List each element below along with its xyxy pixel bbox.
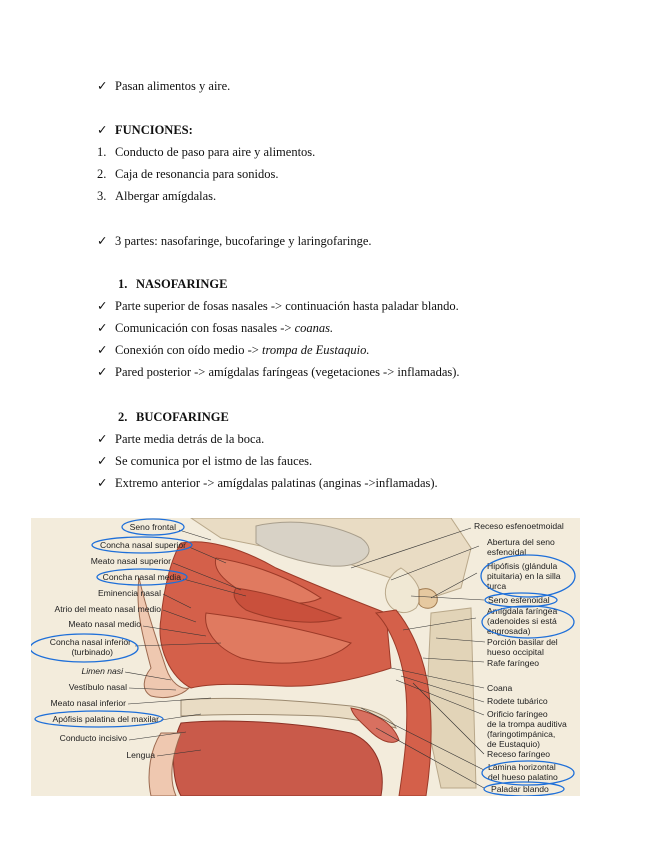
item-number: 2. xyxy=(97,167,107,181)
label-vestibulo-nasal: Vestíbulo nasal xyxy=(68,682,127,692)
item-emphasis: coanas. xyxy=(294,321,334,335)
item-text: Conducto de paso para aire y alimentos. xyxy=(115,145,316,159)
label-rodete-tubarico: Rodete tubárico xyxy=(487,696,548,706)
check-icon: ✓ xyxy=(97,79,108,93)
label-meato-nasal-inferior: Meato nasal inferior xyxy=(50,698,126,708)
label-concha-nasal-media: Concha nasal media xyxy=(102,572,181,582)
check-icon: ✓ xyxy=(97,432,108,446)
item-text: 3 partes: nasofaringe, bucofaringe y laringofaringe. xyxy=(115,234,372,248)
label-eustaquio: de Eustaquio) xyxy=(487,739,541,749)
check-icon: ✓ xyxy=(97,476,108,490)
label-meato-nasal-superior: Meato nasal superior xyxy=(90,556,171,566)
check-icon: ✓ xyxy=(97,343,108,357)
label-seno-esfenoidal: Seno esfenoidal xyxy=(488,595,550,605)
label-meato-nasal-medio: Meato nasal medio xyxy=(68,619,141,629)
item-text: Caja de resonancia para sonidos. xyxy=(115,167,279,181)
label-abertura-seno: Abertura del seno xyxy=(487,537,555,547)
label-hueso-palatino: del hueso palatino xyxy=(488,772,558,782)
label-turca: turca xyxy=(487,581,507,591)
label-conducto-incisivo: Conducto incisivo xyxy=(59,733,127,743)
check-icon: ✓ xyxy=(97,321,108,335)
label-coana: Coana xyxy=(487,683,513,693)
pituitary-gland xyxy=(419,589,437,609)
item-text: Pasan alimentos y aire. xyxy=(115,79,231,93)
item-number: 3. xyxy=(97,189,107,203)
label-turbinado: (turbinado) xyxy=(71,647,113,657)
item-number: 1. xyxy=(97,145,107,159)
check-icon: ✓ xyxy=(97,365,108,379)
label-concha-nasal-superior: Concha nasal superior xyxy=(100,540,186,550)
label-orificio-faringeo: Orificio faríngeo xyxy=(487,709,548,719)
check-icon: ✓ xyxy=(97,234,108,248)
label-adenoides: (adenoides si está xyxy=(487,616,557,626)
label-concha-nasal-inferior: Concha nasal inferior xyxy=(49,637,131,647)
label-seno-frontal: Seno frontal xyxy=(129,522,176,532)
heading-text: NASOFARINGE xyxy=(136,277,228,291)
item-emphasis: trompa de Eustaquio. xyxy=(261,343,370,357)
label-faringotimpanica: (faringotimpánica, xyxy=(487,729,556,739)
label-receso-faringeo: Receso faríngeo xyxy=(487,749,551,759)
nasal-cavity-illustration xyxy=(31,518,580,796)
label-trompa-auditiva: de la trompa auditiva xyxy=(487,719,567,729)
item-text: Comunicación con fosas nasales -> xyxy=(115,321,295,335)
check-icon: ✓ xyxy=(97,123,108,137)
heading-number: 1. xyxy=(118,277,128,291)
label-pituitaria: pituitaria) en la silla xyxy=(487,571,561,581)
label-limen-nasi: Limen nasi xyxy=(81,666,123,676)
label-amigdala-faringea: Amígdala faríngea xyxy=(487,606,558,616)
label-engrosada: engrosada) xyxy=(487,626,531,636)
label-paladar-blando: Paladar blando xyxy=(491,784,549,794)
item-text: Pared posterior -> amígdalas faríngeas (vegetaciones -> inflamadas). xyxy=(115,365,460,379)
item-text: Conexión con oído medio -> xyxy=(115,343,262,357)
item-text: Parte media detrás de la boca. xyxy=(115,432,265,446)
item-text: Extremo anterior -> amígdalas palatinas (anginas ->inflamadas). xyxy=(115,476,438,490)
label-hueso-occipital: hueso occipital xyxy=(487,647,544,657)
check-icon: ✓ xyxy=(97,299,108,313)
heading-number: 2. xyxy=(118,410,128,424)
label-receso-esfenoetmoidal: Receso esfenoetmoidal xyxy=(474,521,564,531)
label-eminencia-nasal: Eminencia nasal xyxy=(97,588,161,598)
label-lengua: Lengua xyxy=(126,750,155,760)
check-icon: ✓ xyxy=(97,454,108,468)
item-text: Albergar amígdalas. xyxy=(115,189,217,203)
heading-text: BUCOFARINGE xyxy=(136,410,229,424)
item-text: Parte superior de fosas nasales -> continuación hasta paladar blando. xyxy=(115,299,459,313)
label-rafe-faringeo: Rafe faríngeo xyxy=(487,658,540,668)
label-porcion-basilar: Porción basilar del xyxy=(487,637,558,647)
label-esfenoidal: esfenoidal xyxy=(487,547,527,557)
label-hipofisis: Hipófisis (glándula xyxy=(487,561,558,571)
label-lamina-horizontal: Lámina horizontal xyxy=(488,762,556,772)
label-atrio-meato: Atrio del meato nasal medio xyxy=(54,604,161,614)
section-heading-funciones: FUNCIONES: xyxy=(115,123,193,137)
label-apofisis-palatina: Apófisis palatina del maxilar xyxy=(52,714,159,724)
item-text: Se comunica por el istmo de las fauces. xyxy=(115,454,313,468)
